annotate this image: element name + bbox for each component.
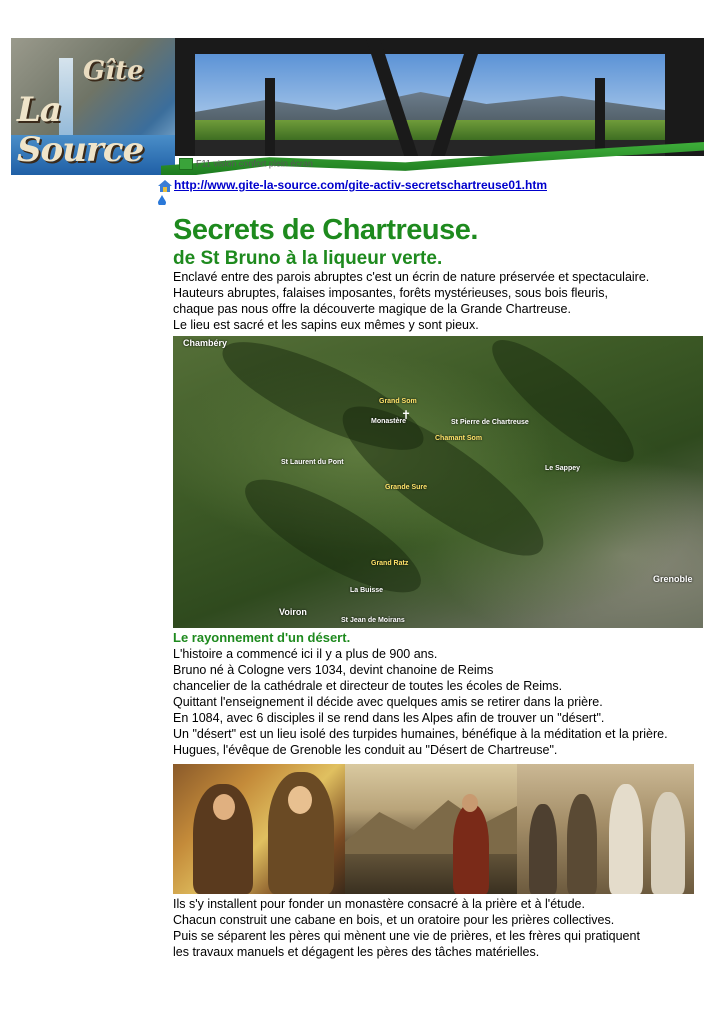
map-label-grand-som: Grand Som xyxy=(379,398,417,405)
map-label-grande-sure: Grande Sure xyxy=(385,484,428,491)
monk-mountains-image xyxy=(345,764,517,894)
fullscreen-icon xyxy=(179,158,193,170)
monastery-line: Puis se séparent les pères qui mènent une vie de prières, et les frères qui pratiquent xyxy=(173,929,640,943)
map-label-chambery: Chambéry xyxy=(183,338,228,348)
page-url-link[interactable]: http://www.gite-la-source.com/gite-activ-secretschartreuse01.htm xyxy=(174,178,547,192)
page-subtitle: de St Bruno à la liqueur verte. xyxy=(173,248,443,269)
logo-text-gite: Gîte xyxy=(83,56,144,86)
map-label-st-laurent: St Laurent du Pont xyxy=(281,459,344,466)
chartreuse-relief-map xyxy=(173,336,703,628)
history-line: Bruno né à Cologne vers 1034, devint chanoine de Reims xyxy=(173,663,494,677)
history-line: Quittant l'enseignement il décide avec quelques amis se retirer dans la prière. xyxy=(173,695,603,709)
logo-panel xyxy=(11,38,175,175)
intro-paragraph xyxy=(173,269,649,333)
map-label-la-buisse: La Buisse xyxy=(350,587,384,594)
intro-line: Enclavé entre des parois abruptes c'est un écrin de nature préservée et spectaculaire. xyxy=(173,270,650,284)
fullscreen-hint[interactable]: F11 vision confort plein écran xyxy=(179,158,313,170)
stained-glass-saints-image xyxy=(173,764,345,894)
map-label-le-sappey: Le Sappey xyxy=(545,465,581,472)
intro-line: Hauteurs abruptes, falaises imposantes, forêts mystérieuses, sous bois fleuris, xyxy=(173,286,608,300)
monastery-line: Chacun construit une cabane en bois, et un oratoire pour les prières collectives. xyxy=(173,913,615,927)
logo-text-la-source: La Source xyxy=(17,90,144,170)
home-icon[interactable] xyxy=(158,180,172,192)
page-url-line xyxy=(158,178,547,192)
intro-line: Le lieu est sacré et les sapins eux mêmes y sont pieux. xyxy=(173,318,479,332)
map-label-chamant-som: Chamant Som xyxy=(435,435,483,442)
page-title: Secrets de Chartreuse. xyxy=(173,214,478,246)
droplet-icon xyxy=(158,195,166,205)
history-line: L'histoire a commencé ici il y a plus de 900 ans. xyxy=(173,647,438,661)
monastery-cross-icon: ✝ xyxy=(401,408,412,422)
monastery-line: les travaux manuels et dégagent les pères des tâches matérielles. xyxy=(173,945,540,959)
intro-line: chaque pas nous offre la découverte magique de la Grande Chartreuse. xyxy=(173,302,571,316)
map-label-voiron: Voiron xyxy=(279,607,307,617)
section-heading-desert: Le rayonnement d'un désert. xyxy=(173,630,351,645)
map-label-grenoble: Grenoble xyxy=(653,574,693,584)
map-label-st-pierre: St Pierre de Chartreuse xyxy=(451,419,529,426)
history-line: Un "désert" est un lieu isolé des turpides humaines, bénéfique à la méditation et la prière. xyxy=(173,727,668,741)
map-label-grand-ratz: Grand Ratz xyxy=(371,560,409,567)
map-label-monastere: Monastère xyxy=(371,418,407,425)
history-line: chancelier de la cathédrale et directeur de toutes les écoles de Reims. xyxy=(173,679,563,693)
monks-engraving-image xyxy=(517,764,694,894)
monastery-paragraph xyxy=(173,896,640,960)
header-banner xyxy=(11,38,704,175)
map-label-st-jean: St Jean de Moirans xyxy=(341,617,405,624)
monastery-line: Ils s'y installent pour fonder un monastère consacré à la prière et à l'étude. xyxy=(173,897,585,911)
history-paragraph xyxy=(173,646,668,758)
history-line: Hugues, l'évêque de Grenoble les conduit au "Désert de Chartreuse". xyxy=(173,743,558,757)
history-line: En 1084, avec 6 disciples il se rend dans les Alpes afin de trouver un "désert". xyxy=(173,711,605,725)
banner-photo xyxy=(175,38,704,156)
